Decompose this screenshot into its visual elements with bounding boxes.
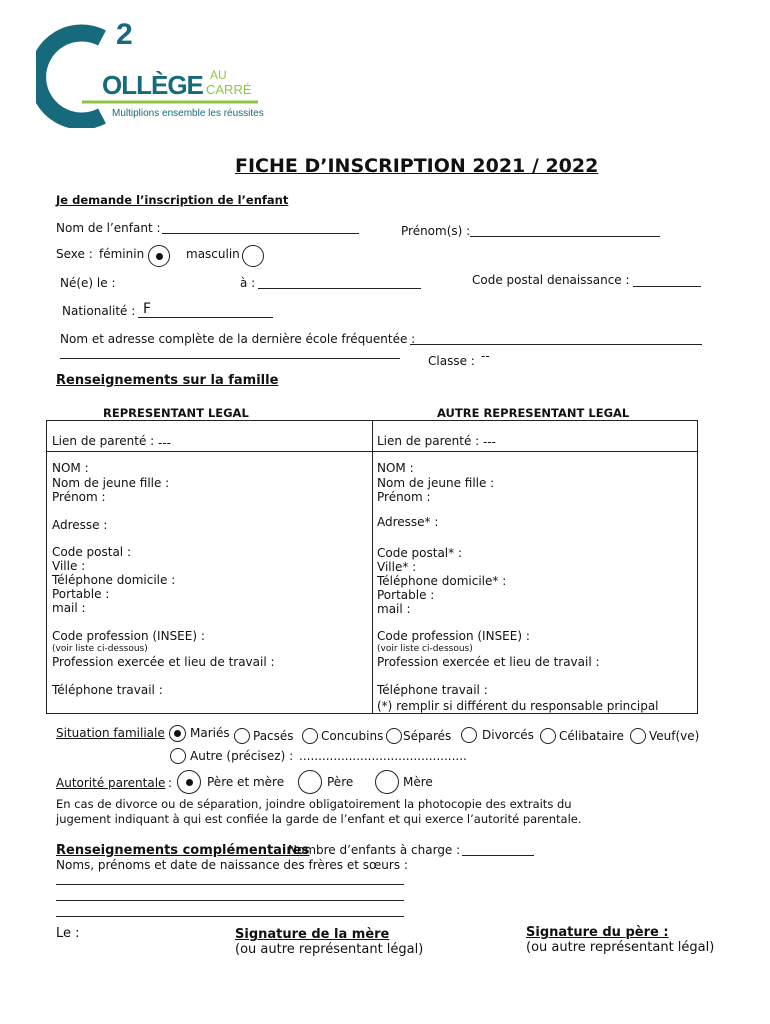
- situation-option-autre: Autre (précisez) :: [190, 749, 294, 763]
- left-adresse-label: Adresse :: [52, 518, 108, 532]
- freres-soeurs-line-2[interactable]: [56, 900, 404, 901]
- situation-option-concubins: Concubins: [321, 729, 384, 743]
- logo: [36, 18, 276, 128]
- left-cp-label: Code postal :: [52, 545, 131, 559]
- enfants-charge-label: Nombre d’enfants à charge :: [288, 843, 461, 857]
- situation-radio-pacses[interactable]: [234, 728, 250, 744]
- prenom-field[interactable]: [470, 236, 660, 237]
- right-ville-label: Ville* :: [377, 560, 417, 574]
- left-lien-value[interactable]: ---: [158, 436, 171, 450]
- table-divider: [372, 421, 373, 713]
- left-ville-label: Ville :: [52, 559, 86, 573]
- autorite-option-pere: Père: [327, 775, 354, 789]
- situation-option-maries: Mariés: [190, 726, 230, 740]
- table-row-separator: [47, 451, 697, 452]
- situation-radio-concubins[interactable]: [302, 728, 318, 744]
- left-prenom-label: Prénom :: [52, 490, 106, 504]
- ne-le-label: Né(e) le :: [60, 276, 116, 290]
- famille-heading: Renseignements sur la famille: [56, 373, 279, 388]
- signature-pere-title: Signature du père :: [526, 925, 669, 940]
- left-voir-liste: (voir liste ci-dessous): [52, 644, 148, 654]
- right-nom-label: NOM :: [377, 461, 414, 475]
- ecole-field-line2[interactable]: [60, 358, 400, 359]
- nom-enfant-label: Nom de l’enfant :: [56, 221, 161, 235]
- situation-option-divorces: Divorcés: [482, 728, 534, 742]
- autorite-note-line2: jugement indiquant à qui est confiée la garde de l’enfant et qui exerce l’autorité parentale.: [56, 812, 582, 826]
- representant-header: REPRESENTANT LEGAL: [103, 406, 249, 420]
- signature-mere-subtitle: (ou autre représentant légal): [235, 942, 424, 957]
- autorite-label: Autorité parentale: [56, 776, 166, 790]
- autorite-radio-pere-mere[interactable]: [177, 770, 201, 794]
- situation-radio-celibataire[interactable]: [540, 728, 556, 744]
- right-tel-travail-label: Téléphone travail :: [377, 683, 488, 697]
- nom-enfant-field[interactable]: [162, 233, 359, 234]
- logo-tagline: Multiplions ensemble les réussites: [112, 108, 264, 119]
- right-portable-label: Portable :: [377, 588, 435, 602]
- signature-pere-subtitle: (ou autre représentant légal): [526, 940, 715, 955]
- left-portable-label: Portable :: [52, 587, 110, 601]
- right-note: (*) remplir si différent du responsable principal: [377, 699, 659, 713]
- situation-option-pacses: Pacsés: [253, 729, 294, 743]
- signature-mere-title: Signature de la mère: [235, 927, 390, 942]
- date-label: Le :: [56, 926, 80, 941]
- left-mail-label: mail :: [52, 601, 86, 615]
- situation-radio-separes[interactable]: [386, 728, 402, 744]
- lieu-naissance-field[interactable]: [258, 288, 421, 289]
- feminin-label: féminin: [99, 247, 145, 261]
- autorite-option-mere: Mère: [403, 775, 433, 789]
- masculin-radio[interactable]: [242, 245, 264, 267]
- classe-value[interactable]: --: [481, 349, 490, 363]
- famille-table: [46, 420, 698, 714]
- nationalite-label: Nationalité :: [62, 304, 136, 318]
- situation-radio-divorces[interactable]: [461, 727, 477, 743]
- autorite-colon: :: [168, 776, 173, 790]
- right-lien-value[interactable]: ---: [483, 435, 496, 449]
- logo-word: OLLÈGE: [102, 70, 203, 100]
- complementaires-heading: Renseignements complémentaires: [56, 843, 310, 858]
- right-lien-label: Lien de parenté :: [377, 434, 480, 448]
- left-code-profession-label: Code profession (INSEE) :: [52, 629, 205, 643]
- autorite-radio-pere[interactable]: [298, 770, 322, 794]
- classe-label: Classe :: [428, 354, 475, 368]
- right-profession-label: Profession exercée et lieu de travail :: [377, 655, 600, 669]
- request-heading: Je demande l’inscription de l’enfant: [56, 193, 289, 207]
- situation-radio-maries[interactable]: [169, 725, 186, 742]
- enfants-charge-field[interactable]: [462, 855, 534, 856]
- right-code-profession-label: Code profession (INSEE) :: [377, 629, 530, 643]
- situation-option-separes: Séparés: [403, 729, 452, 743]
- left-nom-label: NOM :: [52, 461, 89, 475]
- right-cp-label: Code postal* :: [377, 546, 462, 560]
- autorite-option-pere-mere: Père et mère: [207, 775, 285, 789]
- sexe-label: Sexe :: [56, 247, 93, 261]
- logo-superscript: 2: [116, 18, 133, 51]
- right-tel-domicile-label: Téléphone domicile* :: [377, 574, 507, 588]
- left-profession-label: Profession exercée et lieu de travail :: [52, 655, 275, 669]
- logo-au: AU: [210, 68, 227, 82]
- right-voir-liste: (voir liste ci-dessous): [377, 644, 473, 654]
- ecole-label: Nom et adresse complète de la dernière école fréquentée :: [60, 332, 416, 346]
- left-tel-travail-label: Téléphone travail :: [52, 683, 163, 697]
- right-mail-label: mail :: [377, 602, 411, 616]
- logo-carre: CARRÉ: [206, 82, 252, 97]
- cp-naissance-field[interactable]: [633, 286, 701, 287]
- situation-radio-veuf[interactable]: [630, 728, 646, 744]
- cp-naissance-label: Code postal denaissance :: [472, 273, 630, 287]
- ecole-field[interactable]: [410, 344, 702, 345]
- left-lien-label: Lien de parenté :: [52, 434, 155, 448]
- masculin-label: masculin: [186, 247, 240, 261]
- left-tel-domicile-label: Téléphone domicile :: [52, 573, 176, 587]
- nationalite-value[interactable]: F: [143, 301, 152, 317]
- nationalite-field[interactable]: [138, 317, 273, 318]
- freres-soeurs-label: Noms, prénoms et date de naissance des frères et sœurs :: [56, 858, 408, 872]
- right-adresse-label: Adresse* :: [377, 515, 439, 529]
- page-title: FICHE D’INSCRIPTION 2021 / 2022: [235, 155, 599, 177]
- situation-option-celibataire: Célibataire: [559, 729, 624, 743]
- prenom-label: Prénom(s) :: [401, 224, 471, 238]
- autorite-note-line1: En cas de divorce ou de séparation, joindre obligatoirement la photocopie des extraits du: [56, 797, 572, 811]
- freres-soeurs-line-1[interactable]: [56, 884, 404, 885]
- lieu-naissance-label: à :: [240, 276, 256, 290]
- right-prenom-label: Prénom :: [377, 490, 431, 504]
- autorite-radio-mere[interactable]: [375, 770, 399, 794]
- situation-autre-field[interactable]: ............................................: [299, 749, 467, 763]
- situation-label: Situation familiale: [56, 726, 165, 740]
- left-jeune-fille-label: Nom de jeune fille :: [52, 476, 170, 490]
- freres-soeurs-line-3[interactable]: [56, 916, 404, 917]
- feminin-radio[interactable]: [148, 245, 170, 267]
- right-jeune-fille-label: Nom de jeune fille :: [377, 476, 495, 490]
- situation-option-veuf: Veuf(ve): [649, 729, 700, 743]
- autre-representant-header: AUTRE REPRESENTANT LEGAL: [437, 406, 630, 420]
- situation-radio-autre[interactable]: [170, 748, 186, 764]
